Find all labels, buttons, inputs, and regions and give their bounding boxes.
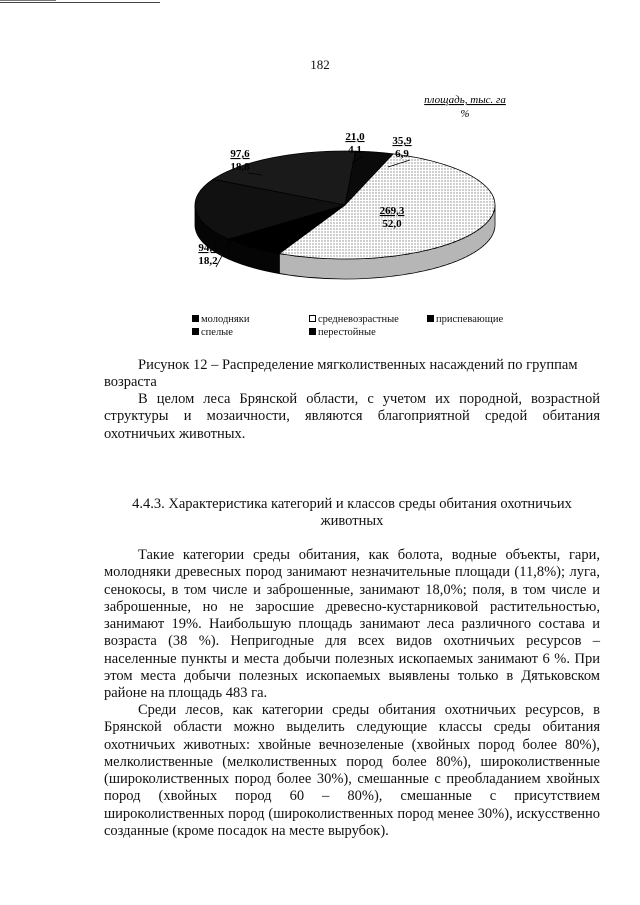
pie-label-percent-средневозрастные: 52,0 xyxy=(382,218,402,230)
section-heading xyxy=(104,496,600,530)
pie-label-percent-молодняки: 4,1 xyxy=(348,144,362,156)
legend-swatch xyxy=(192,315,199,322)
legend-swatch xyxy=(192,328,199,335)
pie-label-area-приспевающие: 35,9 xyxy=(392,135,412,147)
pie-label-area-перестойные: 94,2 xyxy=(198,242,218,254)
paragraph-1: В целом леса Брянской области, с учетом их породной, возрастной структуры и мозаичности, являются благоприятной средой обитания охотничьих животных. xyxy=(104,391,600,442)
legend-item-molodnyaki: молодняки xyxy=(192,313,249,326)
heading-line-1: 4.4.3. Характеристика категорий и классов среды обитания охотничьих xyxy=(132,496,572,512)
paragraph-3: Среди лесов, как категории среды обитания охотничьих ресурсов, в Брянской области можно выделить следующие классы среды обитания охотничьих животных: хвойные вечнозеленые (хвойных пород более 80%), мелколиственные (мелколиственных пород более 80%), широколиственные (широколиственных пород более 30%), смешанные с преобладанием хвойных пород (хвойных пород 60 – 80%), смешанные с присутствием широколиственных пород (широколиственных пород менее 30%), искусственно созданные (кроме посадок на месте вырубок). xyxy=(104,702,600,840)
pie-label-percent-приспевающие: 6,9 xyxy=(395,148,409,160)
legend-swatch xyxy=(309,315,316,322)
pie-label-area-спелые: 97,6 xyxy=(230,148,250,160)
caption-line-2: возраста xyxy=(104,374,157,390)
figure-caption xyxy=(104,357,600,391)
legend-item-srednevozrastnye: средневозрастные xyxy=(309,313,399,326)
pie-label-percent-перестойные: 18,2 xyxy=(198,255,218,267)
units-header-percent: % xyxy=(460,108,470,120)
pie-label-percent-спелые: 18,8 xyxy=(230,161,250,173)
pie-label-area-молодняки: 21,0 xyxy=(345,131,365,143)
legend-swatch xyxy=(427,315,434,322)
legend-item-spelye: спелые xyxy=(192,326,233,339)
legend-item-prispevayushchie: приспевающие xyxy=(427,313,503,326)
legend-item-perestoynye: перестойные xyxy=(309,326,376,339)
pie-chart xyxy=(0,0,640,300)
pie-label-area-средневозрастные: 269,3 xyxy=(379,205,405,217)
units-header-area: площадь, тыс. га xyxy=(424,94,506,106)
paragraph-2: Такие категории среды обитания, как болота, водные объекты, гари, молодняки древесных пород занимают незначительные площади (11,8%); луга, сенокосы, в том числе и заброшенные, занимают 18,0%; поля, в том числе и заброшенные, но не заросшие древесно-кустарниковой растительностью, занимают 19%. Наибольшую площадь занимают леса различного состава и возраста (38 %). Непригодные для всех видов охотничьих ресурсов – населенные пункты и места добычи полезных ископаемых занимают 6 %. При этом места добычи полезных ископаемых выявлены только в Дятьковском районе на площадь 483 га. xyxy=(104,547,600,702)
legend-swatch xyxy=(309,328,316,335)
page-number: 182 xyxy=(310,57,330,72)
caption-line-1: Рисунок 12 – Распределение мягколиственных насаждений по группам xyxy=(138,357,578,373)
heading-line-2: животных xyxy=(320,513,384,529)
